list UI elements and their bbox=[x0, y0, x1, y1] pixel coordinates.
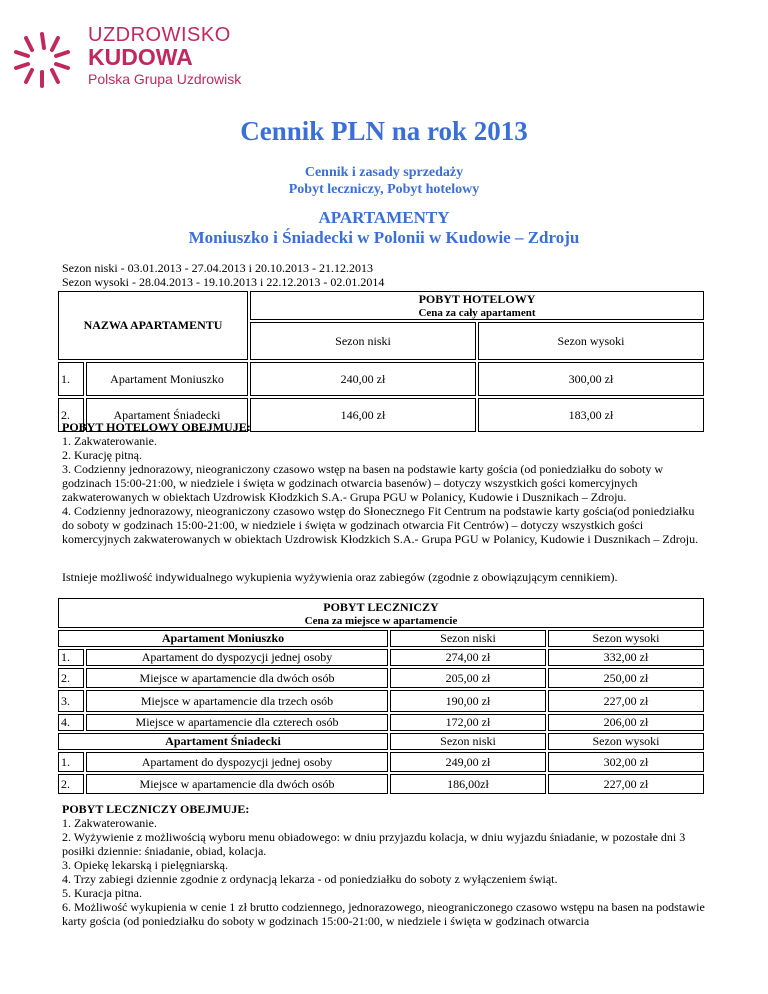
logo-line1: UZDROWISKO bbox=[88, 24, 231, 46]
list-item: 4. Codzienny jednorazowy, nieograniczony czasowo wstęp do Słonecznego Fit Centrum na podstawie karty gościa(od poniedziałku do soboty w godzinach 15:00-21:00, w niedziele i święta w godzinach otwarcia Fit Centrów) – dotyczy wszystkich gości komercyjnych zakwaterowanych w obiektach Uzdrowisk Kłodzkich S.A.- Grupa PGU w Polanicy, Kudowie i Dusznikach – Zdroju. bbox=[62, 504, 699, 546]
list-item: 1. Zakwaterowanie. bbox=[62, 434, 157, 448]
row-num: 4. bbox=[58, 714, 84, 731]
table-row bbox=[58, 774, 704, 794]
col-name-header: NAZWA APARTAMENTU bbox=[58, 291, 248, 360]
subtitle-2: Pobyt leczniczy, Pobyt hotelowy bbox=[288, 182, 480, 197]
list-item: 1. Zakwaterowanie. bbox=[62, 816, 157, 830]
hotel-includes-title: POBYT HOTELOWY OBEJMUJE: bbox=[62, 420, 251, 434]
subtitle-1: Cennik i zasady sprzedaży bbox=[304, 165, 464, 180]
table-row bbox=[58, 714, 704, 731]
col-high-header-2: Sezon wysoki bbox=[548, 733, 704, 750]
row-high: 227,00 zł bbox=[548, 690, 704, 712]
heading-2: Moniuszko i Śniadecki w Polonii w Kudowie – Zdroju bbox=[188, 228, 580, 247]
logo bbox=[10, 22, 270, 92]
page-title: Cennik PLN na rok 2013 bbox=[240, 116, 528, 146]
group-header bbox=[58, 598, 704, 628]
row-name: Miejsce w apartamencie dla czterech osób bbox=[86, 714, 388, 731]
row-num: 1. bbox=[58, 752, 84, 772]
row-high: 206,00 zł bbox=[548, 714, 704, 731]
section-moniuszko: Apartament Moniuszko bbox=[58, 630, 388, 647]
row-name: Miejsce w apartamencie dla dwóch osób bbox=[86, 774, 388, 794]
row-low: 240,00 zł bbox=[250, 362, 476, 396]
list-item: 3. Codzienny jednorazowy, nieograniczony czasowo wstęp na basen na podstawie karty gościa (od poniedziałku do soboty w godzinach 15:00-21:00, w niedziele i święta w godzinach otwarcia basenów) – dotyczy wszystkich gości komercyjnych zakwaterowanych w obiektach Uzdrowisk Kłodzkich S.A.- Grupa PGU w Polanicy, Kudowie i Dusznikach – Zdroju. bbox=[62, 462, 664, 504]
treatment-includes-title: POBYT LECZNICZY OBEJMUJE: bbox=[62, 802, 250, 816]
row-num: 2. bbox=[58, 774, 84, 794]
list-item: 2. Wyżywienie z możliwością wyboru menu obiadowego: w dniu przyjazdu kolacja, w dniu wyjazdu śniadanie, w pozostałe dni 3 posiłki dziennie: śniadanie, obiad, kolacja. bbox=[62, 830, 686, 858]
row-high: 250,00 zł bbox=[548, 668, 704, 688]
table-row bbox=[58, 362, 704, 396]
logo-line2: KUDOWA bbox=[88, 44, 193, 70]
row-name: Miejsce w apartamencie dla dwóch osób bbox=[86, 668, 388, 688]
row-high: 227,00 zł bbox=[548, 774, 704, 794]
row-num: 2. bbox=[58, 668, 84, 688]
row-low: 190,00 zł bbox=[390, 690, 546, 712]
col-low-header: Sezon niski bbox=[390, 630, 546, 647]
note: Istnieje możliwość indywidualnego wykupienia wyżywienia oraz zabiegów (zgodnie z obowiązującym cennikiem). bbox=[62, 570, 618, 584]
hotel-includes bbox=[62, 420, 706, 546]
col-low-header-2: Sezon niski bbox=[390, 733, 546, 750]
treatment-includes bbox=[62, 802, 706, 928]
row-name: Apartament do dyspozycji jednej osoby bbox=[86, 649, 388, 666]
logo-swirl-icon bbox=[10, 28, 74, 92]
table-row bbox=[58, 668, 704, 688]
table-row bbox=[58, 690, 704, 712]
group-sub: Cena za miejsce w apartamencie bbox=[304, 614, 458, 627]
group-title: POBYT LECZNICZY bbox=[323, 599, 439, 614]
row-low: 172,00 zł bbox=[390, 714, 546, 731]
row-name: Miejsce w apartamencie dla trzech osób bbox=[86, 690, 388, 712]
row-high: 302,00 zł bbox=[548, 752, 704, 772]
col-high-header: Sezon wysoki bbox=[478, 322, 704, 360]
season-high: Sezon wysoki - 28.04.2013 - 19.10.2013 i 22.12.2013 - 02.01.2014 bbox=[62, 275, 385, 289]
logo-line3: Polska Grupa Uzdrowisk bbox=[88, 71, 242, 87]
row-high: 183,00 zł bbox=[478, 398, 704, 432]
list-item: 2. Kurację pitną. bbox=[62, 448, 142, 462]
list-item: 5. Kuracja pitna. bbox=[62, 886, 142, 900]
group-title: POBYT HOTELOWY bbox=[418, 292, 536, 306]
row-low: 249,00 zł bbox=[390, 752, 546, 772]
row-num: 1. bbox=[58, 362, 84, 396]
table-row bbox=[58, 752, 704, 772]
section-sniadecki: Apartament Śniadecki bbox=[58, 733, 388, 750]
group-sub: Cena za cały apartament bbox=[418, 307, 536, 319]
season-low: Sezon niski - 03.01.2013 - 27.04.2013 i 20.10.2013 - 21.12.2013 bbox=[62, 261, 373, 275]
row-high: 300,00 zł bbox=[478, 362, 704, 396]
row-num: 2. bbox=[58, 398, 84, 432]
row-low: 205,00 zł bbox=[390, 668, 546, 688]
group-header bbox=[250, 291, 704, 320]
row-low: 146,00 zł bbox=[250, 398, 476, 432]
row-high: 332,00 zł bbox=[548, 649, 704, 666]
col-high-header: Sezon wysoki bbox=[548, 630, 704, 647]
table-row bbox=[58, 649, 704, 666]
list-item: 4. Trzy zabiegi dziennie zgodnie z ordynacją lekarza - od poniedziałku do soboty z wyłączeniem świąt. bbox=[62, 872, 558, 886]
row-name: Apartament do dyspozycji jednej osoby bbox=[86, 752, 388, 772]
list-item: 3. Opiekę lekarską i pielęgniarską. bbox=[62, 858, 228, 872]
row-num: 3. bbox=[58, 690, 84, 712]
col-low-header: Sezon niski bbox=[250, 322, 476, 360]
row-num: 1. bbox=[58, 649, 84, 666]
row-name: Apartament Moniuszko bbox=[86, 362, 248, 396]
hotel-table bbox=[56, 289, 706, 434]
list-item: 6. Możliwość wykupienia w cenie 1 zł brutto codziennego, jednorazowego, nieograniczonego czasowo wstępu na basen na podstawie karty gościa (od poniedziałku do soboty w godzinach 15:00-21:00, w niedziele i święta w godzinach otwarcia bbox=[62, 900, 705, 928]
row-low: 186,00zł bbox=[390, 774, 546, 794]
treatment-table bbox=[56, 596, 706, 796]
heading-1: APARTAMENTY bbox=[318, 208, 450, 227]
row-name: Apartament Śniadecki bbox=[86, 398, 248, 432]
row-low: 274,00 zł bbox=[390, 649, 546, 666]
